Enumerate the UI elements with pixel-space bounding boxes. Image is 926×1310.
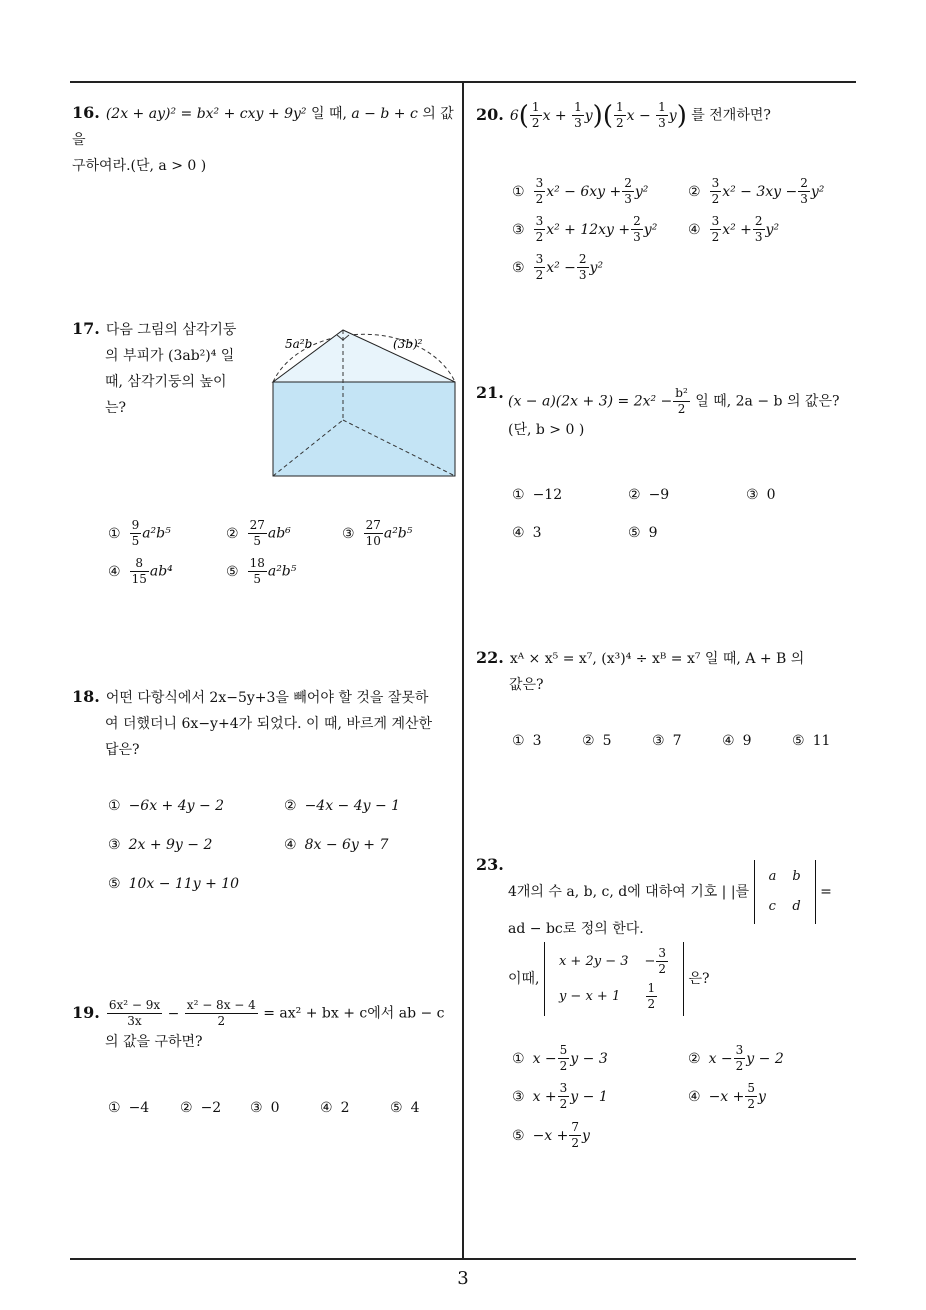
q19-option-2[interactable]: ② −2 [180, 1100, 222, 1116]
q21-option-3[interactable]: ③ 0 [746, 487, 776, 503]
question-number: 22. [476, 648, 504, 667]
q21-option-5[interactable]: ⑤ 9 [628, 525, 658, 541]
question-16 [72, 100, 457, 179]
q16-text: 일 때, [306, 106, 352, 122]
q16-line2: 구하여라.(단, a > 0 ) [72, 158, 207, 174]
q18-option-2[interactable]: ② −4x − 4y − 1 [284, 798, 401, 814]
q19-line2: 의 값을 구하면? [105, 1034, 203, 1050]
q18-option-1[interactable]: ① −6x + 4y − 2 [108, 798, 225, 814]
q18-option-4[interactable]: ④ 8x − 6y + 7 [284, 837, 389, 853]
q18-option-5[interactable]: ⑤ 10x − 11y + 10 [108, 876, 240, 892]
q22-option-1[interactable]: ① 3 [512, 733, 542, 749]
q17-line2: 의 부피가 (3ab²)⁴ 일 [105, 348, 235, 364]
fig-label-left: 5a²b [285, 337, 313, 351]
q17-option-4[interactable]: ④ $\frac{8}{15}$ ab⁴ [108, 556, 173, 586]
question-18 [72, 684, 462, 763]
q20-tail: 를 전개하면? [686, 107, 771, 124]
q17-line4: 는? [105, 400, 127, 416]
q20-option-5[interactable]: ⑤ $\frac{3}{2}$ x² − $\frac{2}{3}$ y² [512, 252, 604, 282]
q17-line3: 때, 삼각기둥의 높이 [105, 374, 227, 390]
q20-option-2[interactable]: ② $\frac{3}{2}$ x² − 3xy − $\frac{2}{3}$ y² [688, 176, 825, 206]
q19-option-3[interactable]: ③ 0 [250, 1100, 280, 1116]
q18-line2: 여 더했더니 6x−y+4가 되었다. 이 때, 바르게 계산한 [105, 716, 433, 732]
q21-option-4[interactable]: ④ 3 [512, 525, 542, 541]
triangular-prism-figure [265, 320, 465, 485]
q20-option-1[interactable]: ① $\frac{3}{2}$ x² − 6xy + $\frac{2}{3}$ y² [512, 176, 649, 206]
q22-option-4[interactable]: ④ 9 [722, 733, 752, 749]
q19-option-4[interactable]: ④ 2 [320, 1100, 350, 1116]
q20-option-4[interactable]: ④ $\frac{3}{2}$ x² + $\frac{2}{3}$ y² [688, 214, 780, 244]
q23-option-1[interactable]: ① x − $\frac{5}{2}$ y − 3 [512, 1043, 608, 1073]
determinant-symbol: a b c d [754, 860, 816, 924]
q20-option-3[interactable]: ③ $\frac{3}{2}$ x² + 12xy + $\frac{2}{3}$ y² [512, 214, 658, 244]
q23-line3: 이때, x + 2y − 3 − $\frac{3}{2}$ y − x + 1 $\frac{1}{2}$ 은? [508, 942, 868, 1016]
q17-option-5[interactable]: ⑤ $\frac{18}{5}$ a²b⁵ [226, 556, 297, 586]
q20-expr: 6( $\frac{1}{2}$ x + $\frac{1}{3}$ y)( $\frac{1}{2}$ x − $\frac{1}{3}$ y) [509, 100, 687, 131]
q23-option-4[interactable]: ④ −x + $\frac{5}{2}$ y [688, 1081, 766, 1111]
question-23-body: 4개의 수 a, b, c, d에 대하여 기호 | |를 a b c d = [508, 860, 868, 924]
q23-line2: ad − bc로 정의 한다. [508, 921, 644, 937]
column-divider [462, 82, 464, 1259]
q21-line2: (단, b > 0 ) [508, 422, 585, 438]
question-number: 21. [476, 383, 504, 402]
question-number: 19. [72, 1002, 100, 1022]
question-number: 18. [72, 687, 100, 706]
q17-option-1[interactable]: ① $\frac{9}{5}$ a²b⁵ [108, 518, 171, 548]
question-number: 20. [476, 104, 504, 124]
q17-option-2[interactable]: ② $\frac{27}{5}$ ab⁶ [226, 518, 291, 548]
q18-line3: 답은? [105, 742, 140, 758]
page-number: 3 [457, 1268, 469, 1289]
question-20 [476, 100, 861, 131]
determinant-expression: x + 2y − 3 − $\frac{3}{2}$ y − x + 1 $\frac{1}{2}$ [544, 942, 684, 1016]
q19-option-5[interactable]: ⑤ 4 [390, 1100, 420, 1116]
q16-text2: 의 값을 [72, 106, 454, 148]
q17-option-3[interactable]: ③ $\frac{27}{10}$ a²b⁵ [342, 518, 413, 548]
q21-option-1[interactable]: ① −12 [512, 487, 563, 503]
q22-option-5[interactable]: ⑤ 11 [792, 733, 831, 749]
q22-option-2[interactable]: ② 5 [582, 733, 612, 749]
question-17 [72, 316, 272, 421]
q23-option-2[interactable]: ② x − $\frac{3}{2}$ y − 2 [688, 1043, 784, 1073]
q18-option-3[interactable]: ③ 2x + 9y − 2 [108, 837, 213, 853]
q21-option-2[interactable]: ② −9 [628, 487, 670, 503]
q19-tail: = ax² + bx + c에서 ab − c [258, 1005, 445, 1022]
question-number: 23. [476, 855, 504, 874]
q18-line1: 어떤 다항식에서 2x−5y+3을 빼어야 할 것을 잘못하 [105, 690, 429, 706]
question-21-body: (x − a)(2x + 3) = 2x² − $\frac{\text{b²}}{2}$ 일 때, 2a − b 의 값은? (단, b > 0 ) [508, 386, 840, 438]
q16-expr2: a − b + c [351, 106, 418, 122]
q19-option-1[interactable]: ① −4 [108, 1100, 150, 1116]
q17-line1: 다음 그림의 삼각기둥 [105, 322, 237, 338]
fig-label-right: (3b)² [393, 337, 423, 351]
q22-option-3[interactable]: ③ 7 [652, 733, 682, 749]
q22-line1: xᴬ × x⁵ = x⁷, (x³)⁴ ÷ xᴮ = x⁷ 일 때, A + B 의 [509, 651, 805, 667]
q23-option-3[interactable]: ③ x + $\frac{3}{2}$ y − 1 [512, 1081, 608, 1111]
q16-expr: (2x + ay)² = bx² + cxy + 9y² [105, 106, 307, 122]
question-number: 16. [72, 103, 100, 122]
question-19: 19. $\frac{\text{6x² − 9x}}{3x}$ − $\frac{\text{x² − 8x − 4}}{2}$ = ax² + bx + c에서 ab − c 의 값을 구하면? [72, 998, 445, 1050]
q22-line2: 값은? [509, 677, 544, 693]
question-22 [476, 645, 861, 698]
q23-option-5[interactable]: ⑤ −x + $\frac{7}{2}$ y [512, 1120, 590, 1150]
question-number: 17. [72, 319, 100, 338]
